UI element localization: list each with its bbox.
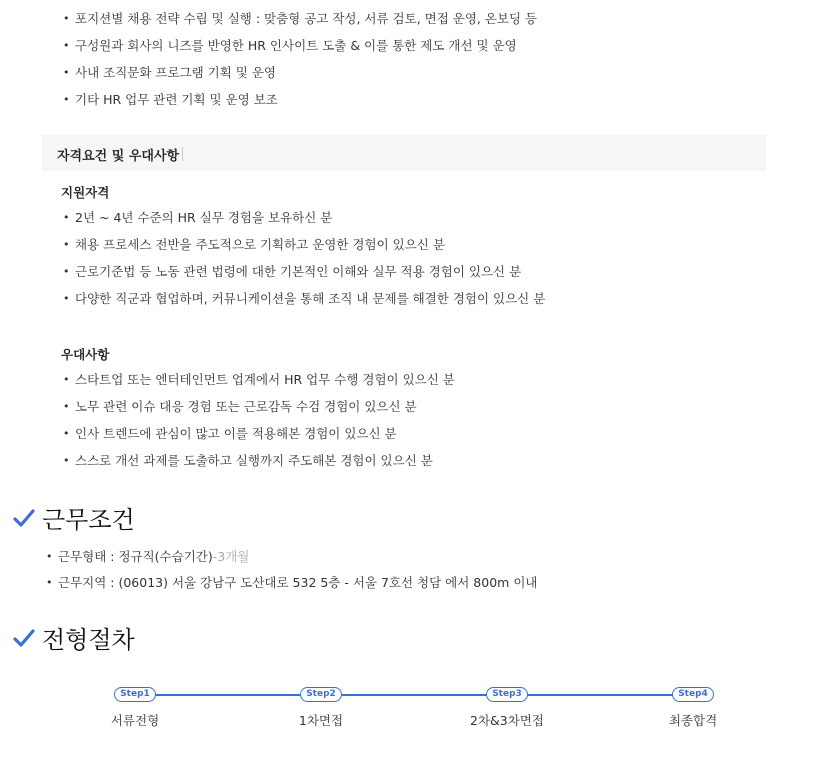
list-item: • 구성원과 회사의 니즈를 반영한 HR 인사이트 도출 & 이를 통한 제도 개선 및 운영: [63, 32, 537, 59]
list-item: • 근무지역 : (06013) 서울 강남구 도산대로 532 5층 - 서울 7호선 청담 에서 800m 이내: [46, 570, 537, 596]
check-icon: [12, 506, 36, 530]
qualifications-header: [42, 135, 766, 171]
step-tag: Step1: [114, 687, 156, 702]
step-label: 2차&3차면접: [470, 713, 544, 728]
requirements-list: [63, 204, 545, 312]
requirements-title: 지원자격: [61, 185, 110, 200]
step-tag: Step4: [672, 687, 714, 702]
step-tag: Step2: [300, 687, 342, 702]
list-item: [46, 544, 537, 570]
list-item: • 인사 트렌드에 관심이 많고 이를 적용해본 경험이 있으신 분: [63, 420, 455, 447]
preferred-list: [63, 366, 455, 474]
work-conditions-title: 근무조건: [42, 506, 135, 534]
employment-type: 근무형태 : 정규직(수습기간): [58, 549, 213, 564]
process-heading: [12, 620, 135, 655]
step-label: 1차면접: [298, 713, 344, 728]
work-conditions-heading: [12, 500, 135, 535]
duties-list: [63, 5, 537, 113]
qualifications-title: 자격요건 및 우대사항: [57, 149, 180, 164]
list-item: • 스타트업 또는 엔터테인먼트 업계에서 HR 업무 수행 경험이 있으신 분: [63, 366, 455, 393]
check-icon: [12, 626, 36, 650]
probation-period: -3개월: [212, 549, 250, 564]
step-tag: Step3: [486, 687, 528, 702]
list-item: • 노무 관련 이슈 대응 경험 또는 근로감독 수검 경험이 있으신 분: [63, 393, 455, 420]
list-item: • 다양한 직군과 협업하며, 커뮤니케이션을 통해 조직 내 문제를 해결한 경험이 있으신 분: [63, 285, 545, 312]
step-label: 최종합격: [668, 713, 718, 728]
list-item: • 근로기준법 등 노동 관련 법령에 대한 기본적인 이해와 실무 적용 경험이 있으신 분: [63, 258, 545, 285]
steps-connector: [130, 694, 700, 696]
list-item: • 채용 프로세스 전반을 주도적으로 기획하고 운영한 경험이 있으신 분: [63, 231, 545, 258]
process-steps: [0, 684, 830, 734]
preferred-title: 우대사항: [61, 347, 110, 362]
header-divider: [182, 147, 183, 161]
work-conditions-list: [46, 544, 537, 596]
list-item: • 포지션별 채용 전략 수립 및 실행 : 맞춤형 공고 작성, 서류 검토, 면접 운영, 온보딩 등: [63, 5, 537, 32]
list-item: • 스스로 개선 과제를 도출하고 실행까지 주도해본 경험이 있으신 분: [63, 447, 455, 474]
list-item: • 2년 ~ 4년 수준의 HR 실무 경험을 보유하신 분: [63, 204, 545, 231]
list-item: • 기타 HR 업무 관련 기획 및 운영 보조: [63, 86, 537, 113]
process-title: 전형절차: [42, 626, 135, 654]
list-item: • 사내 조직문화 프로그램 기획 및 운영: [63, 59, 537, 86]
step-label: 서류전형: [110, 713, 160, 728]
